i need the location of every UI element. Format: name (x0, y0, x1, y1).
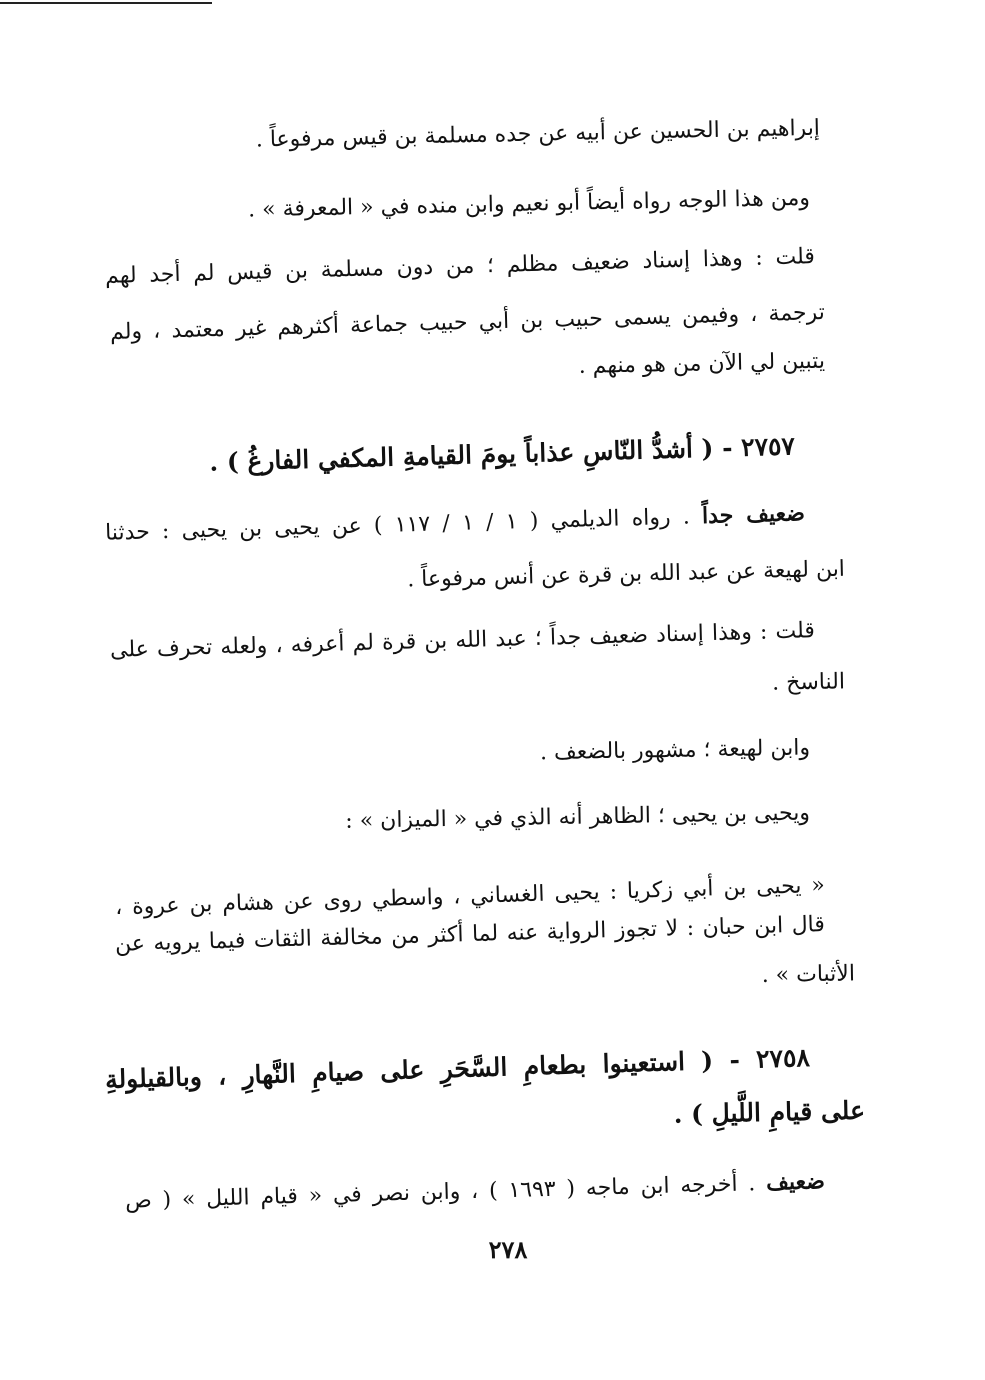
text-line: وابن لهيعة ؛ مشهور بالضعف . (539, 735, 811, 766)
text-line: قلت : وهذا إسناد ضعيف مظلم ؛ من دون مسلمة بن قيس لم أجد لهم (104, 244, 816, 289)
text-span: . رواه الديلمي ( ١ / ١ / ١١٧ ) عن يحيى بن يحيى : حدثنا (104, 504, 703, 546)
hadith-heading-2757: ٢٧٥٧ - ( أشدُّ النّاسِ عذاباً يومَ القيامةِ المكفي الفارغُ ) . (209, 431, 796, 477)
quote-line: قال ابن حبان : لا تجوز الرواية عنه لما أكثر من مخالفة الثقات فيما يرويه عن (114, 912, 826, 957)
text-line: قلت : وهذا إسناد ضعيف جداً ؛ عبد الله بن قرة لم أعرفه ، ولعله تحرف على (109, 618, 816, 663)
text-line: إبراهيم بن الحسين عن أبيه عن جده مسلمة بن قيس مرفوعاً . (255, 115, 821, 153)
text-line: يتبين لي الآن من هو منهم . (578, 348, 826, 379)
text-line: ابن لهيعة عن عبد الله بن قرة عن أنس مرفوعاً . (406, 556, 846, 593)
top-edge-rule (0, 2, 212, 4)
quote-line: « يحيى بن أبي زكريا : يحيى الغساني ، واسطي روى عن هشام بن عروة ، (114, 872, 826, 921)
text-span: . أخرجه ابن ماجه ( ١٦٩٣ ) ، وابن نصر في « قيام الليل » ( ص (124, 1170, 767, 1214)
hadith-heading-2758-cont: على قيامِ اللَّيلِ ) . (673, 1095, 866, 1129)
page-number: ٢٧٨ (488, 1235, 528, 1264)
text-line: ومن هذا الوجه رواه أيضاً أبو نعيم وابن منده في « المعرفة » . (247, 185, 811, 223)
quote-line: الأثبات » . (761, 961, 856, 989)
text-line: ترجمة ، وفيمن يسمى حبيب بن أبي حبيب جماعة أكثرهم غير معتمد ، ولم (109, 300, 826, 345)
hadith-heading-2758: ٢٧٥٨ - ( استعينوا بطعامِ السَّحَرِ على صيامِ النَّهارِ ، وبالقيلولةِ (104, 1042, 811, 1095)
grade-label: ضعيف جداً (701, 500, 806, 530)
text-line: الناسخ . (771, 669, 846, 696)
text-line (125, 1166, 826, 1217)
text-line (105, 498, 806, 549)
grade-label: ضعيف (765, 1168, 826, 1196)
text-line: ويحيى بن يحيى ؛ الظاهر أنه الذي في « الميزان » : (345, 800, 811, 834)
